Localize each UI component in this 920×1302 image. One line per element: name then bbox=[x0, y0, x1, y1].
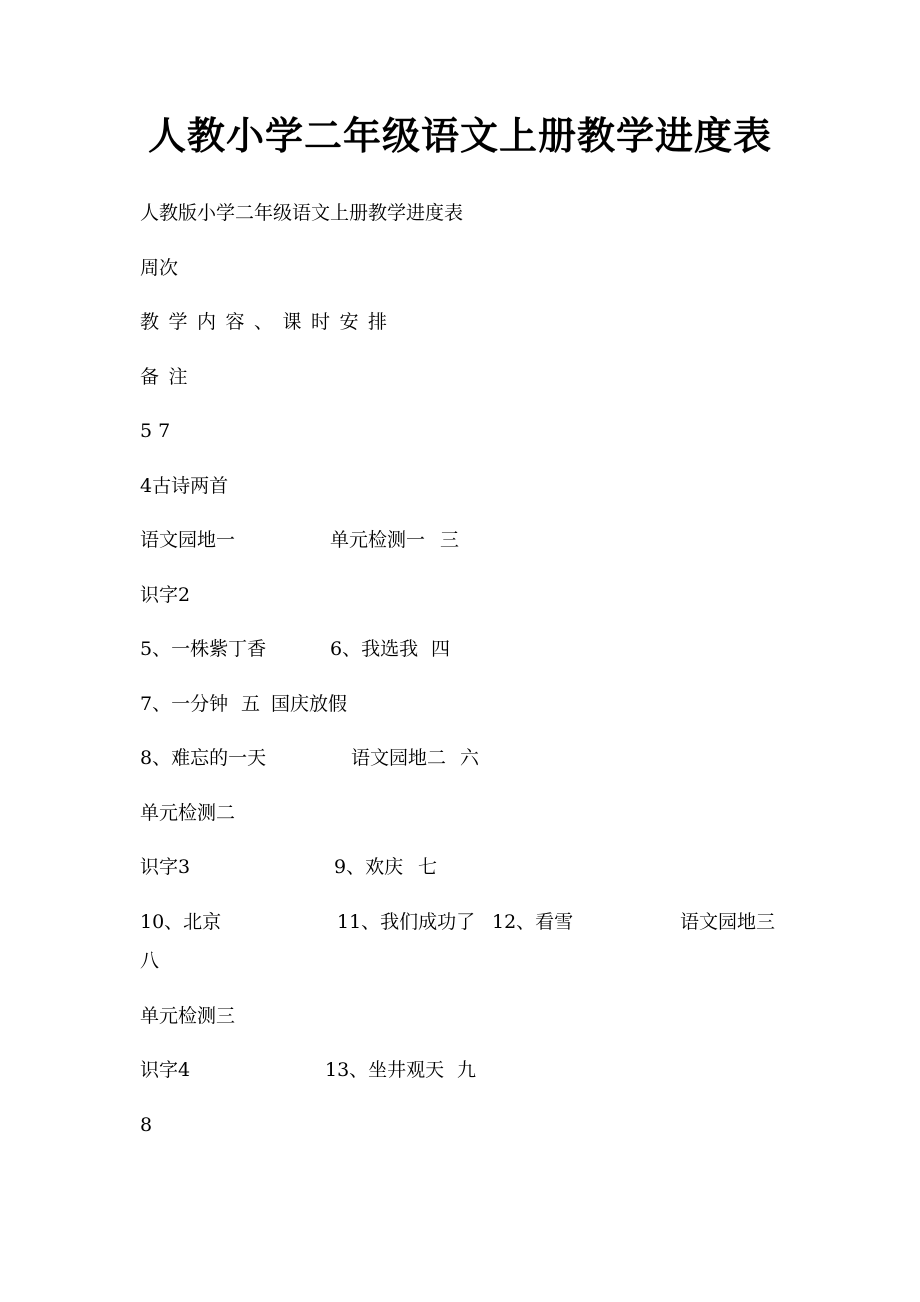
row-beijing-b: 11、我们成功了 bbox=[337, 911, 476, 933]
header-week: 周次 bbox=[140, 257, 179, 279]
row-minute-b: 五 bbox=[241, 693, 261, 715]
row-literacy4-b: 13、坐井观天 bbox=[325, 1059, 445, 1081]
row-test3: 单元检测三 bbox=[140, 1005, 236, 1027]
row-beijing-e: 八 bbox=[140, 950, 160, 972]
row-minute-c: 国庆放假 bbox=[271, 693, 348, 715]
row-literacy3-c: 七 bbox=[418, 856, 438, 878]
row-day-c: 六 bbox=[460, 747, 480, 769]
row-literacy4 bbox=[140, 1057, 840, 1083]
row-5-7: 5 7 bbox=[140, 420, 171, 442]
row-minute-a: 7、一分钟 bbox=[140, 693, 229, 715]
row-day-a: 8、难忘的一天 bbox=[140, 747, 267, 769]
row-lilac-c: 四 bbox=[431, 638, 451, 660]
row-unit1-c: 三 bbox=[440, 529, 460, 551]
row-poems: 4古诗两首 bbox=[140, 475, 229, 497]
row-lilac-b: 6、我选我 bbox=[330, 638, 419, 660]
row-unit1-b: 单元检测一 bbox=[330, 529, 426, 551]
row-literacy4-c: 九 bbox=[457, 1059, 477, 1081]
row-test2: 单元检测二 bbox=[140, 802, 236, 824]
row-beijing-c: 12、看雪 bbox=[492, 911, 574, 933]
header-note: 备注 bbox=[140, 366, 198, 388]
row-literacy3-b: 9、欢庆 bbox=[334, 856, 404, 878]
row-day-b: 语文园地二 bbox=[351, 747, 447, 769]
header-content: 教学内容、课时安排 bbox=[140, 311, 397, 333]
row-literacy3-a: 识字3 bbox=[140, 856, 191, 878]
row-beijing-d: 语文园地三 bbox=[680, 911, 776, 933]
row-literacy4-a: 识字4 bbox=[140, 1059, 191, 1081]
row-unit1-a: 语文园地一 bbox=[140, 529, 236, 551]
row-literacy3 bbox=[140, 854, 840, 880]
row-lilac-a: 5、一株紫丁香 bbox=[140, 638, 267, 660]
row-beijing bbox=[140, 909, 840, 935]
document-title: 人教小学二年级语文上册教学进度表 bbox=[147, 113, 772, 158]
row-unit1 bbox=[140, 527, 840, 553]
document-subtitle: 人教版小学二年级语文上册教学进度表 bbox=[140, 202, 464, 224]
row-literacy2: 识字2 bbox=[140, 584, 191, 606]
row-day bbox=[140, 745, 840, 771]
row-8: 8 bbox=[140, 1114, 153, 1136]
row-minute bbox=[140, 691, 840, 717]
row-beijing-a: 10、北京 bbox=[140, 911, 222, 933]
row-lilac bbox=[140, 636, 840, 662]
